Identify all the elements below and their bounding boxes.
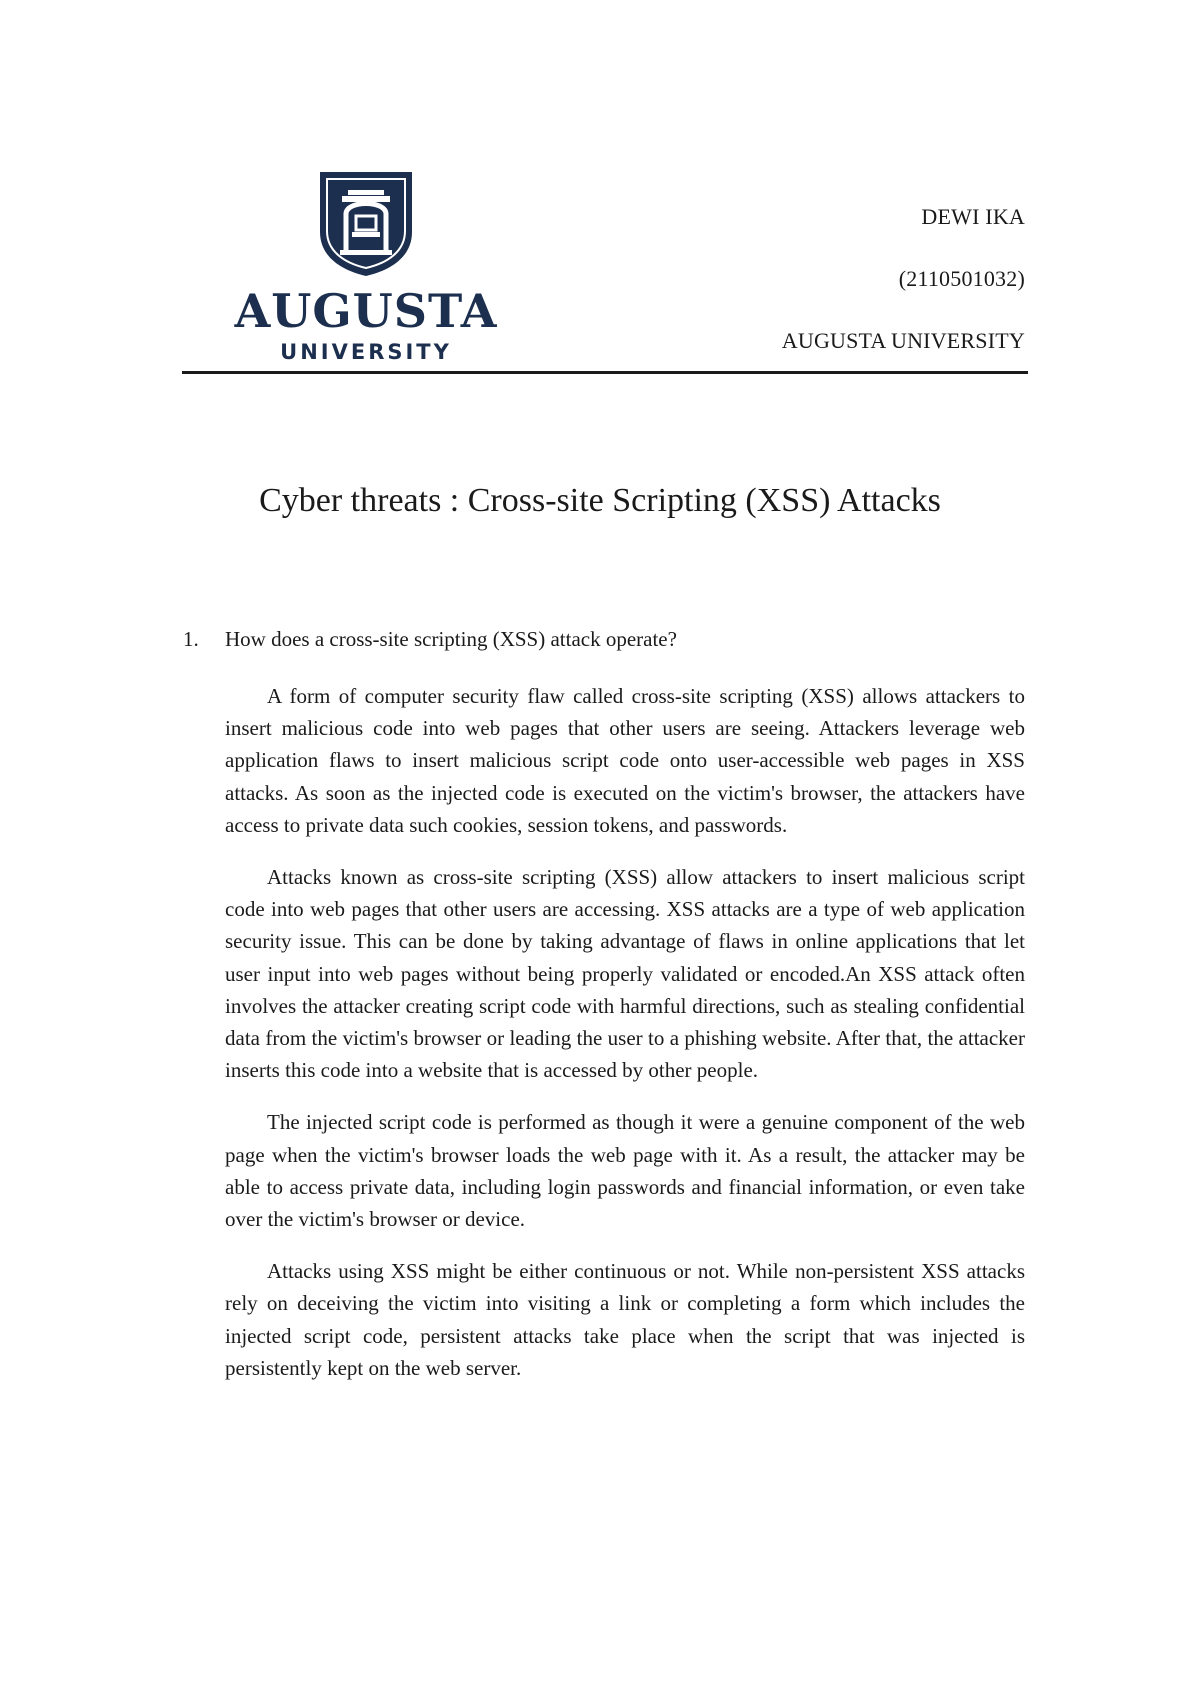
- question-text: How does a cross-site scripting (XSS) attack operate?: [225, 627, 677, 651]
- logo-wordmark: AUGUSTA: [234, 284, 498, 338]
- author-name: DEWI IKA: [921, 204, 1025, 229]
- document-title: Cyber threats : Cross-site Scripting (XSS) Attacks: [259, 482, 941, 519]
- logo-subtitle: UNIVERSITY: [280, 340, 452, 364]
- paragraph: Attacks known as cross-site scripting (XSS) allow attackers to insert malicious script code into web pages that other users are accessing. XSS attacks are a type of web application security issue. This can be done by taking advantage of flaws in online applications that let user input into web pages without being properly validated or encoded.An XSS attack often involves the attacker creating script code with harmful directions, such as stealing confidential data from the victim's browser or leading the user to a phishing website. After that, the attacker inserts this code into a website that is accessed by other people.: [225, 865, 1025, 1083]
- student-id: (2110501032): [898, 266, 1025, 291]
- paragraph: A form of computer security flaw called cross-site scripting (XSS) allows attackers to insert malicious code into web pages that other users are seeing. Attackers leverage web application flaws to insert malicious script code onto user-accessible web pages in XSS attacks. As soon as the injected code is executed on the victim's browser, the attackers have access to private data such cookies, session tokens, and passwords.: [225, 684, 1025, 837]
- institution-name: AUGUSTA UNIVERSITY: [781, 328, 1025, 353]
- shield-crest-icon: [318, 170, 414, 278]
- question-number: 1.: [183, 627, 199, 651]
- header-divider: [182, 371, 1028, 374]
- paragraph: Attacks using XSS might be either continuous or not. While non-persistent XSS attacks rely on deceiving the victim into visiting a link or completing a form which includes the injected script code, persistent attacks take place when the script that was injected is persistently kept on the web server.: [225, 1259, 1025, 1380]
- question-heading: [183, 627, 1023, 652]
- author-info: [782, 206, 1025, 392]
- paragraph: The injected script code is performed as though it were a genuine component of the web page when the victim's browser loads the web page with it. As a result, the attacker may be able to access private data, including login passwords and financial information, or even take over the victim's browser or device.: [225, 1110, 1025, 1232]
- university-logo: [228, 170, 508, 370]
- answer-body: [225, 680, 1025, 1404]
